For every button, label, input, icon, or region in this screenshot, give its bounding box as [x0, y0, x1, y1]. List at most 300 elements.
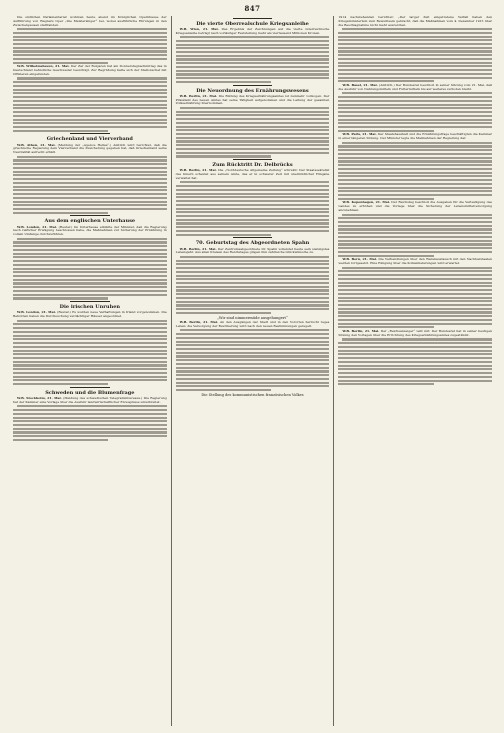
text-line [176, 111, 330, 113]
paragraph-text: Die „Norddeutsche Allgemeine Zeitung“ schreibt: Der Staatssekretär des Innern scheidet aus seinem Amte, das er in schwerer Zeit mit unermüdlicher Hingabe verwaltet hat. [175, 168, 330, 180]
text-line [176, 341, 330, 343]
paragraph-text: Der Reichstag beschloß die Ausgaben für die Verteidigung des Landes zu erhöhen und die Vorlage über die Sicherung der Lebensmittelversorgung anzunehmen. [338, 200, 493, 212]
text-line [338, 36, 492, 38]
illegible-text-block [338, 267, 492, 329]
text-line [338, 247, 492, 249]
text-line [338, 326, 433, 328]
text-line [180, 36, 330, 38]
text-line [176, 312, 271, 314]
text-line [13, 201, 167, 203]
text-line [338, 350, 492, 352]
article-headline: Die vierte Oberrealschule Kriegsanleihe [196, 20, 309, 27]
text-line [338, 383, 433, 385]
text-line [176, 144, 330, 146]
text-line [338, 308, 492, 310]
text-line [176, 55, 330, 57]
text-line [13, 346, 167, 348]
text-line [17, 320, 167, 322]
text-line [13, 282, 167, 284]
text-line [13, 58, 167, 60]
text-line [338, 342, 492, 344]
text-line [338, 221, 492, 223]
text-line [176, 348, 330, 350]
article-subheadline: „Wir sind nimmermüde ausgehungert“ [217, 315, 288, 320]
text-line [338, 58, 492, 60]
text-line [13, 81, 167, 83]
article-headline: Die irischen Unruhen [59, 304, 121, 311]
text-line [338, 145, 492, 147]
text-line [338, 183, 492, 185]
text-line [338, 107, 492, 109]
text-line [176, 271, 330, 273]
text-line [342, 92, 492, 94]
column-middle [171, 16, 334, 726]
text-line [13, 163, 167, 165]
text-line [176, 282, 330, 284]
text-line [13, 353, 167, 355]
text-line [338, 293, 492, 295]
article-paragraph [176, 169, 330, 180]
dateline: W.B. London, 21. Mai. [17, 310, 56, 315]
text-line [13, 424, 167, 426]
text-line [13, 241, 167, 243]
illegible-text-block [338, 214, 492, 257]
text-line [176, 382, 330, 384]
article-paragraph [176, 95, 330, 106]
text-line [338, 311, 492, 313]
text-line [176, 193, 330, 195]
paragraph-text: (Meldung der „Agence Hellas“.) Amtlich wird berichtet, daß die griechische Regierung dem Vierverband die Zusicherung gegeben hat, daß Griechenland seine Neutralität aufrecht erhält. [13, 142, 167, 155]
text-line [338, 104, 492, 106]
text-line [338, 32, 492, 34]
text-line [338, 217, 492, 219]
text-line [176, 40, 330, 42]
page-number: 847 [244, 4, 261, 13]
article-paragraph [176, 248, 330, 256]
text-line [338, 157, 492, 159]
text-line [338, 297, 492, 299]
text-line [338, 240, 492, 242]
text-line [13, 294, 167, 296]
text-line [338, 346, 492, 348]
paragraph-text: Die Verhandlungen über den Warenaustausch mit den Nachbarstaaten werden fortgesetzt. Eine Einigung über die Kohlenlieferungen wird erwartet. [338, 257, 492, 266]
text-line [13, 111, 167, 113]
illegible-text-block [13, 28, 167, 64]
text-line [176, 308, 330, 310]
text-line [13, 208, 167, 210]
illegible-text-block [13, 405, 167, 441]
text-line [342, 214, 492, 216]
text-line [13, 186, 167, 188]
text-line [13, 439, 108, 441]
text-line [176, 133, 330, 135]
dateline: W.B. Kopenhagen, 21. Mai. [342, 200, 391, 205]
text-line [338, 73, 492, 75]
article-paragraph [13, 16, 167, 27]
article-subheadline: Die Stellung des kommunistischen französischen Volkes [201, 392, 304, 397]
text-line [338, 130, 433, 132]
text-line [338, 96, 492, 98]
text-line [338, 361, 492, 363]
separator-rule [233, 85, 273, 86]
text-line [338, 353, 492, 355]
text-line [13, 338, 167, 340]
text-line [338, 319, 492, 321]
text-line [338, 172, 492, 174]
illegible-text-block [13, 77, 167, 131]
text-line [13, 115, 167, 117]
text-line [13, 327, 167, 329]
article-paragraph [338, 16, 492, 27]
text-line [13, 167, 167, 169]
text-line [176, 126, 330, 128]
text-line [338, 115, 492, 117]
text-line [338, 376, 492, 378]
paragraph-text: Die südlichen Parlamentarier wohnten heute abend im Königlichen Opernhause der Aufführung von Wagners Oper „Die Meistersinger“ bei, wobei ausführliche Ehrungen in den Zwischenpausen stattfanden. [13, 16, 167, 27]
text-line [338, 236, 492, 238]
text-line [176, 137, 330, 139]
text-line [176, 66, 330, 68]
dateline: W.B. Berlin, 21. Mai. [179, 168, 217, 173]
text-line [17, 28, 167, 30]
text-line [13, 286, 167, 288]
text-line [176, 62, 330, 64]
article-headline: Griechenland und Vierverband [46, 136, 133, 143]
text-line [176, 267, 330, 269]
text-line [17, 238, 167, 240]
text-line [13, 89, 167, 91]
text-line [13, 159, 167, 161]
text-line [342, 142, 492, 144]
article-headline: Aus dem englischen Unterhause [44, 218, 136, 225]
text-line [338, 232, 492, 234]
text-line [13, 204, 167, 206]
text-line [338, 80, 433, 82]
text-line [338, 54, 492, 56]
text-line [176, 263, 330, 265]
dateline: W.B. Berlin, 21. Mai. [179, 320, 219, 325]
text-line [13, 264, 167, 266]
text-line [176, 185, 330, 187]
illegible-text-block [338, 92, 492, 131]
text-line [13, 253, 167, 255]
text-line [13, 435, 167, 437]
text-line [176, 304, 330, 306]
text-line [13, 119, 167, 121]
text-line [176, 70, 330, 72]
text-line [338, 357, 492, 359]
text-line [13, 290, 167, 292]
text-line [13, 268, 167, 270]
text-line [13, 417, 167, 419]
text-line [176, 211, 330, 213]
paragraph-text: (Reuter.) Im Unterhause erklärte der Minister, daß die Regierung nach reiflicher Erwägung beschlossen habe, die Maßnahmen zur Sicherung der Ernährung in vollem Umfange durchzuführen. [13, 224, 167, 237]
text-line [176, 355, 330, 357]
text-line [338, 187, 492, 189]
text-line [176, 275, 330, 277]
article-paragraph [13, 311, 167, 319]
text-line [338, 122, 492, 124]
text-line [13, 50, 167, 52]
text-line [176, 363, 330, 365]
text-line [13, 122, 167, 124]
text-line [13, 104, 167, 106]
text-line [13, 413, 167, 415]
text-line [338, 304, 492, 306]
illegible-text-block [338, 338, 492, 385]
article-paragraph [176, 28, 330, 36]
text-line [176, 204, 330, 206]
text-line [338, 368, 492, 370]
text-line [13, 368, 167, 370]
text-line [13, 383, 108, 385]
text-line [176, 352, 330, 354]
illegible-text-block [176, 181, 330, 235]
text-line [176, 370, 330, 372]
dateline: W.B. Berlin, 21. Mai. [179, 246, 217, 251]
text-line [13, 245, 167, 247]
text-line [342, 267, 492, 269]
text-line [338, 285, 492, 287]
text-line [13, 85, 167, 87]
paragraph-text: (Reuter.) Es wurden neue Verhaftungen in Irland vorgenommen. Die Behörden haben die Durchsuchung verdächtiger Häuser angeordnet. [13, 310, 167, 319]
text-line [176, 385, 330, 387]
dateline: W.B. Basel, 21. Mai. [342, 83, 378, 88]
text-line [176, 286, 330, 288]
text-line [176, 196, 330, 198]
text-line [13, 271, 167, 273]
text-line [176, 297, 330, 299]
text-line [13, 335, 167, 337]
text-line [176, 77, 330, 79]
text-line [13, 275, 167, 277]
article-headline: Zum Rücktritt Dr. Delbrücks [212, 162, 293, 169]
article-headline: 70. Geburtstag des Abgeordneten Spahn [195, 240, 310, 247]
text-line [338, 300, 492, 302]
text-line [13, 130, 108, 132]
text-line [176, 155, 271, 157]
illegible-text-block [176, 107, 330, 158]
paragraph-text: Der Zar der Bulgaren hat am Donnerstagnachmittag das in Deutschland befindliche Geschwader besichtigt. Zur Begrüßung hatte sich der Stationschef mit Offizieren eingefunden. [13, 64, 167, 76]
dateline: W.B. Wien, 21. Mai. [179, 26, 219, 31]
text-line [17, 405, 167, 407]
text-line [176, 337, 330, 339]
separator-rule [233, 237, 273, 238]
article-paragraph [338, 133, 492, 141]
text-line [17, 77, 167, 79]
text-line [176, 208, 330, 210]
text-line [13, 379, 167, 381]
text-line [176, 118, 330, 120]
text-line [13, 39, 167, 41]
text-line [338, 282, 492, 284]
text-line [13, 279, 167, 281]
text-line [338, 289, 492, 291]
text-line [338, 77, 492, 79]
illegible-text-block [176, 329, 330, 391]
text-line [13, 54, 167, 56]
article-paragraph [13, 226, 167, 237]
text-line [176, 289, 330, 291]
text-line [338, 111, 492, 113]
separator-rule [70, 215, 110, 216]
text-line [176, 129, 330, 131]
text-line [13, 342, 167, 344]
paragraph-text: Der „Reichsanzeiger“ teilt mit: Der Bundesrat hat in seiner heutigen Sitzung den Vorlagen über die Errichtung des Kriegsernährungsamtes zugestimmt. [338, 329, 493, 337]
article-paragraph [338, 201, 492, 212]
text-line [13, 361, 167, 363]
text-line [13, 260, 167, 262]
article-paragraph [338, 330, 492, 338]
illegible-text-block [338, 28, 492, 82]
text-line [342, 338, 492, 340]
dateline: W.B. Athen, 21. Mai. [17, 142, 56, 147]
text-line [176, 222, 330, 224]
text-line [13, 350, 167, 352]
text-line [13, 331, 167, 333]
article-headline: Die Neuordnung des Ernährungswesens [196, 87, 309, 94]
text-line [17, 156, 167, 158]
text-line [176, 152, 330, 154]
text-line [176, 122, 330, 124]
text-line [338, 153, 492, 155]
illegible-text-block [13, 238, 167, 300]
text-line [176, 260, 330, 262]
text-line [338, 100, 492, 102]
text-line [13, 431, 167, 433]
text-line [338, 323, 492, 325]
text-line [338, 39, 492, 41]
column-right [333, 16, 496, 726]
article-paragraph [13, 65, 167, 76]
text-line [338, 126, 492, 128]
text-line [176, 389, 271, 391]
text-line [176, 278, 330, 280]
text-line [338, 164, 492, 166]
text-line [338, 270, 492, 272]
text-line [338, 160, 492, 162]
text-line [13, 182, 167, 184]
text-line [176, 51, 330, 53]
text-line [13, 420, 167, 422]
text-line [338, 69, 492, 71]
text-line [13, 212, 108, 214]
dateline: W.B. Paris, 21. Mai. [342, 132, 377, 137]
text-line [13, 174, 167, 176]
dateline: W.B. Berlin, 21. Mai. [342, 329, 380, 334]
text-line [13, 297, 108, 299]
text-line [338, 380, 492, 382]
text-line [13, 193, 167, 195]
text-line [180, 256, 330, 258]
text-line [13, 62, 108, 64]
separator-rule [70, 387, 110, 388]
text-line [176, 81, 271, 83]
dateline: W.B. Bern, 21. Mai. [342, 257, 378, 262]
illegible-text-block [338, 142, 492, 200]
text-line [338, 274, 492, 276]
paragraph-text: (Amtlich.) Der Bundesrat beschloß in seiner Sitzung vom 21. Mai, daß die Ausfuhr von Nahrungsmitteln und Futtermitteln bis auf weiteres verboten bleibt. [338, 83, 493, 91]
text-line [13, 96, 167, 98]
text-line [13, 323, 167, 325]
text-line [13, 189, 167, 191]
text-line [338, 251, 492, 253]
separator-rule [233, 18, 273, 19]
text-line [176, 219, 330, 221]
columns [9, 16, 496, 726]
illegible-text-block [176, 256, 330, 314]
paragraph-text: An den Ausgängen der Stadt und in den Vororten herrscht reges Leben; die Versorgung der Bevölkerung wird nach den neuen Bestimmungen geregelt. [175, 320, 330, 328]
text-line [338, 365, 492, 367]
paragraph-text: (Meldung des schwedischen Telegrammbureaus.) Die Regierung hat der Kammer eine Vorlage über die Ausfuhr landwirtschaftlicher Erzeugnisse unterbreitet. [13, 396, 167, 404]
separator-rule [233, 159, 273, 160]
text-line [338, 179, 492, 181]
text-line [180, 181, 330, 183]
article-paragraph [176, 321, 330, 329]
text-line [13, 47, 167, 49]
illegible-text-block [13, 320, 167, 386]
illegible-text-block [176, 36, 330, 83]
text-line [176, 344, 330, 346]
paragraph-text: Die Bildung des Kriegsernährungsamtes ist nunmehr vollzogen. Der Präsident des neuen Amtes hat seine Tätigkeit aufgenommen und die Leitung der gesamten Volksernährung übernommen. [175, 93, 330, 106]
text-line [176, 44, 330, 46]
text-line [338, 50, 492, 52]
text-line [338, 194, 492, 196]
text-line [13, 376, 167, 378]
paragraph-text: Der Staatshaushalt und die Ernährungsfrage beschäftigten die Kammer in einer längeren Sitzung. Der Minister legte die Maßnahmen der Regierung dar. [338, 132, 493, 141]
text-line [13, 178, 167, 180]
text-line [13, 171, 167, 173]
text-line [338, 243, 492, 245]
text-line [176, 200, 330, 202]
text-line [180, 329, 330, 331]
text-line [176, 230, 330, 232]
text-line [338, 198, 433, 200]
text-line [338, 168, 492, 170]
text-line [338, 43, 492, 45]
text-line [176, 47, 330, 49]
text-line [338, 149, 492, 151]
dateline: W.B. Berlin, 21. Mai. [179, 93, 218, 98]
text-line [13, 256, 167, 258]
text-line [342, 28, 492, 30]
text-line [13, 92, 167, 94]
article-paragraph [13, 144, 167, 155]
text-line [13, 107, 167, 109]
text-line [338, 315, 492, 317]
article-paragraph [13, 397, 167, 405]
text-line [176, 226, 330, 228]
text-line [13, 32, 167, 34]
text-line [13, 249, 167, 251]
separator-rule [70, 133, 110, 134]
text-line [176, 189, 330, 191]
separator-rule [70, 301, 110, 302]
text-line [338, 278, 492, 280]
dateline: W.B. Stockholm, 21. Mai. [17, 396, 62, 401]
paragraph-text: Das Ergebnis der Zeichnungen auf die vierte österreichische Kriegsanleihe beträgt nach vorläufiger Feststellung mehr als viertausend Millionen Kronen. [175, 26, 330, 35]
column-left [9, 16, 171, 726]
dateline: W.B. London, 21. Mai. [17, 224, 57, 229]
text-line [13, 126, 167, 128]
text-line [338, 225, 492, 227]
text-line [176, 359, 330, 361]
text-line [176, 333, 330, 335]
text-line [13, 409, 167, 411]
text-line [338, 175, 492, 177]
text-line [176, 215, 330, 217]
text-line [176, 378, 330, 380]
